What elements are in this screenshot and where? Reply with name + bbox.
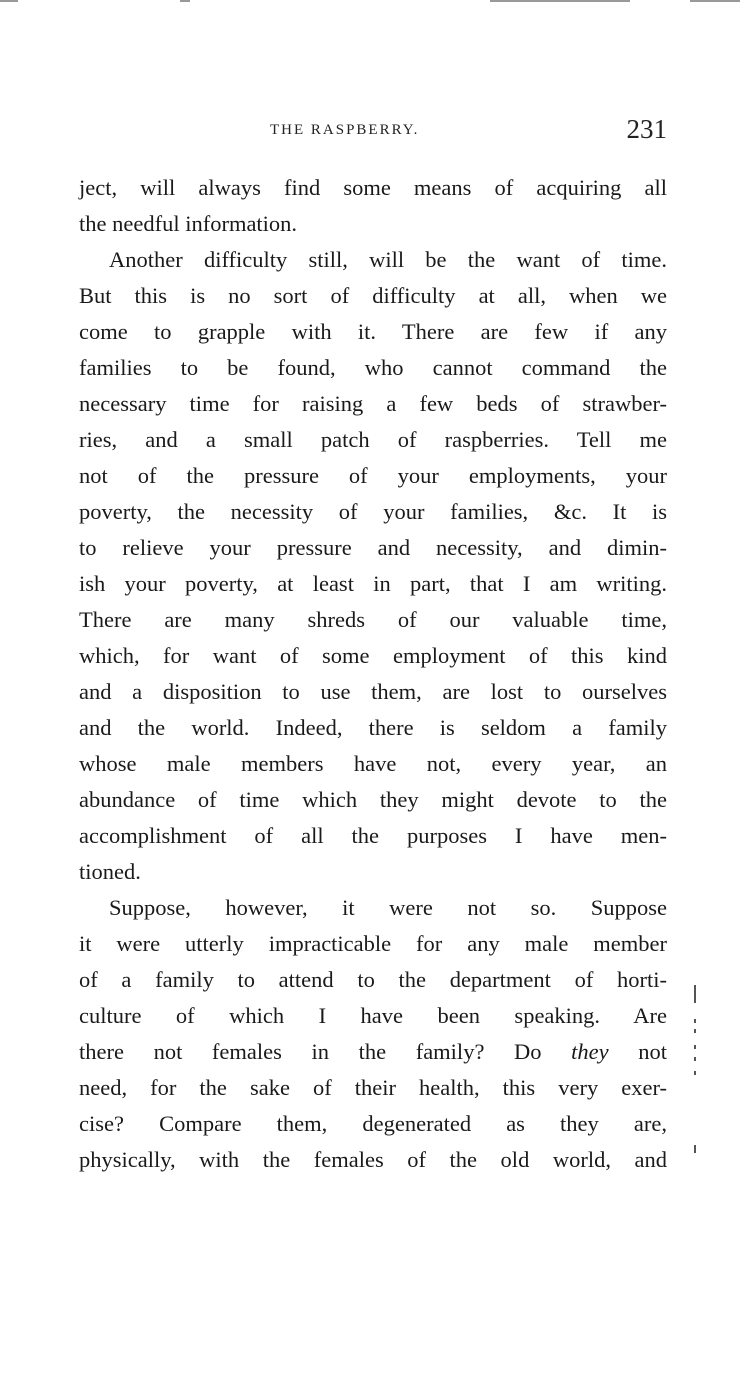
text-line: it were utterly impracticable for any male member bbox=[79, 931, 667, 956]
italic-word: they bbox=[571, 1039, 609, 1064]
text-line: which, for want of some employment of this kind bbox=[79, 643, 667, 668]
text-line: necessary time for raising a few beds of strawber- bbox=[79, 391, 667, 416]
text-line: families to be found, who cannot command the bbox=[79, 355, 667, 380]
text-line: need, for the sake of their health, this very exer- bbox=[79, 1075, 667, 1100]
text-line: whose male members have not, every year, an bbox=[79, 751, 667, 776]
margin-speck bbox=[694, 1019, 696, 1023]
margin-speck bbox=[694, 1071, 696, 1075]
text-line: Another difficulty still, will be the want of time. bbox=[109, 247, 667, 272]
text-line bbox=[79, 1034, 667, 1070]
text-line: ish your poverty, at least in part, that I am writing. bbox=[79, 571, 667, 596]
text-line: cise? Compare them, degenerated as they are, bbox=[79, 1111, 667, 1136]
text-line: abundance of time which they might devote to the bbox=[79, 787, 667, 812]
text-line: tioned. bbox=[79, 859, 141, 884]
margin-speck bbox=[694, 1029, 696, 1033]
scan-mark bbox=[0, 0, 18, 2]
text-segment: there not females in the family? Do bbox=[79, 1039, 572, 1064]
text-line: to relieve your pressure and necessity, and dimin- bbox=[79, 535, 667, 560]
margin-speck bbox=[694, 1145, 696, 1153]
running-title: THE RASPBERRY. bbox=[270, 122, 420, 138]
text-segment: not bbox=[608, 1039, 667, 1064]
margin-speck bbox=[694, 1045, 696, 1049]
running-head bbox=[80, 116, 665, 146]
text-line: come to grapple with it. There are few if any bbox=[79, 319, 667, 344]
text-line: physically, with the females of the old world, and bbox=[79, 1147, 667, 1172]
text-line: poverty, the necessity of your families, &c. It is bbox=[79, 499, 667, 524]
page-number: 231 bbox=[626, 114, 667, 144]
margin-speck bbox=[694, 1057, 696, 1061]
text-line: the needful information. bbox=[79, 211, 298, 236]
text-line: ject, will always find some means of acquiring all bbox=[79, 175, 667, 200]
scan-mark bbox=[180, 0, 190, 2]
text-line: not of the pressure of your employments, your bbox=[79, 463, 667, 488]
text-line: accomplishment of all the purposes I have men- bbox=[79, 823, 667, 848]
scan-mark bbox=[690, 0, 740, 2]
text-line: culture of which I have been speaking. Are bbox=[79, 1003, 667, 1028]
text-line: Suppose, however, it were not so. Suppose bbox=[109, 895, 667, 920]
scan-edge-marks bbox=[0, 0, 750, 6]
text-line: There are many shreds of our valuable time, bbox=[79, 607, 667, 632]
text-line: and a disposition to use them, are lost to ourselves bbox=[79, 679, 667, 704]
body-text bbox=[79, 170, 667, 1178]
scan-mark bbox=[490, 0, 630, 2]
text-line: of a family to attend to the department of horti- bbox=[79, 967, 667, 992]
margin-speck bbox=[694, 985, 696, 1003]
text-line: ries, and a small patch of raspberries. Tell me bbox=[79, 427, 667, 452]
text-line: and the world. Indeed, there is seldom a family bbox=[79, 715, 667, 740]
margin-specks bbox=[694, 985, 698, 1155]
text-line: But this is no sort of difficulty at all, when we bbox=[79, 283, 667, 308]
